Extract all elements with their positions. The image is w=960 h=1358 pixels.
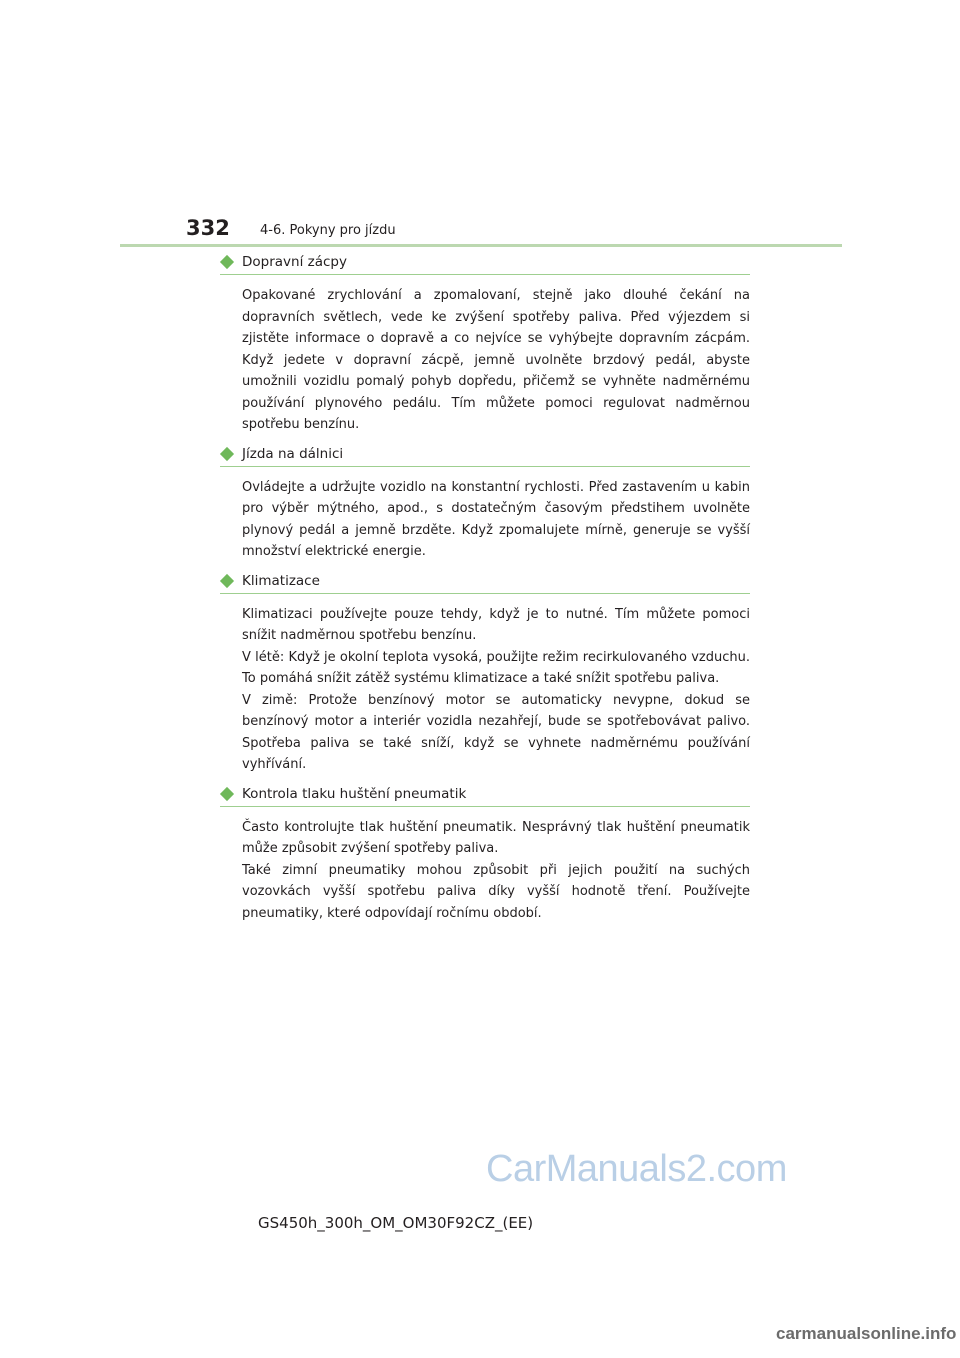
- diamond-bullet-icon: [220, 255, 234, 269]
- section-heading: [220, 446, 750, 467]
- watermark-logo: CarManuals2.com: [486, 1148, 787, 1190]
- paragraph: V zimě: Protože benzínový motor se automaticky nevypne, dokud se benzínový motor a interiér vozidla nezahřejí, bude se spotřebovávat palivo. Spotřeba paliva se také sníží, když se vyhnete nadměrnému používání vyhřívání.: [242, 692, 750, 772]
- header-rule: [120, 244, 842, 247]
- section-title: Dopravní zácpy: [242, 254, 347, 270]
- paragraph: Také zimní pneumatiky mohou způsobit při jejich použití na suchých vozovkách vyšší spotřebu paliva díky vyšší hodnotě tření. Používejte pneumatiky, které odpovídají ročnímu období.: [242, 862, 750, 921]
- paragraph: Klimatizaci používejte pouze tehdy, když je to nutné. Tím můžete pomoci snížit nadměrnou spotřebu benzínu.: [242, 606, 750, 643]
- diamond-bullet-icon: [220, 446, 234, 460]
- section-highway-driving: [220, 446, 750, 563]
- section-heading: [220, 786, 750, 807]
- diamond-bullet-icon: [220, 786, 234, 800]
- section-heading: [220, 573, 750, 594]
- diamond-bullet-icon: [220, 573, 234, 587]
- chapter-title: 4-6. Pokyny pro jízdu: [260, 223, 396, 238]
- section-traffic-jams: [220, 254, 750, 436]
- section-title: Jízda na dálnici: [242, 445, 344, 462]
- document-id: GS450h_300h_OM_OM30F92CZ_(EE): [258, 1214, 534, 1232]
- paragraph: V létě: Když je okolní teplota vysoká, použijte režim recirkulovaného vzduchu. To pomáhá snížit zátěž systému klimatizace a také snížit spotřebu paliva.: [242, 649, 750, 686]
- section-title: Kontrola tlaku huštění pneumatik: [242, 785, 467, 802]
- section-tire-pressure: [220, 786, 750, 925]
- main-content: [220, 254, 750, 934]
- paragraph: Opakované zrychlování a zpomalovaní, stejně jako dlouhé čekání na dopravních světlech, vede ke zvýšení spotřeby paliva. Před výjezdem si zjistěte informace o dopravě a co nejvíce se vyhýbejte dopravním zácpám. Když jedete v dopravní zácpě, jemně uvolněte brzdový pedál, abyste umožnili vozidlu pomalý pohyb dopředu, přičemž se vyhněte nadměrnému používání plynového pedálu. Tím můžete pomoci regulovat nadměrnou spotřebu benzínu.: [242, 288, 750, 432]
- paragraph: Ovládejte a udržujte vozidlo na konstantní rychlosti. Před zastavením u kabin pro výběr mýtného, apod., s dostatečným časovým předstihem uvolněte plynový pedál a jemně brzděte. Když zpomalujete mírně, generuje se vyšší množství elektrické energie.: [242, 479, 750, 559]
- section-air-conditioning: [220, 573, 750, 776]
- paragraph: Často kontrolujte tlak huštění pneumatik. Nesprávný tlak huštění pneumatik může způsobit zvýšení spotřeby paliva.: [242, 819, 750, 856]
- section-heading: [220, 254, 750, 275]
- page-number: 332: [186, 216, 230, 240]
- section-title: Klimatizace: [242, 572, 320, 589]
- source-watermark: carmanualsonline.info: [776, 1324, 957, 1343]
